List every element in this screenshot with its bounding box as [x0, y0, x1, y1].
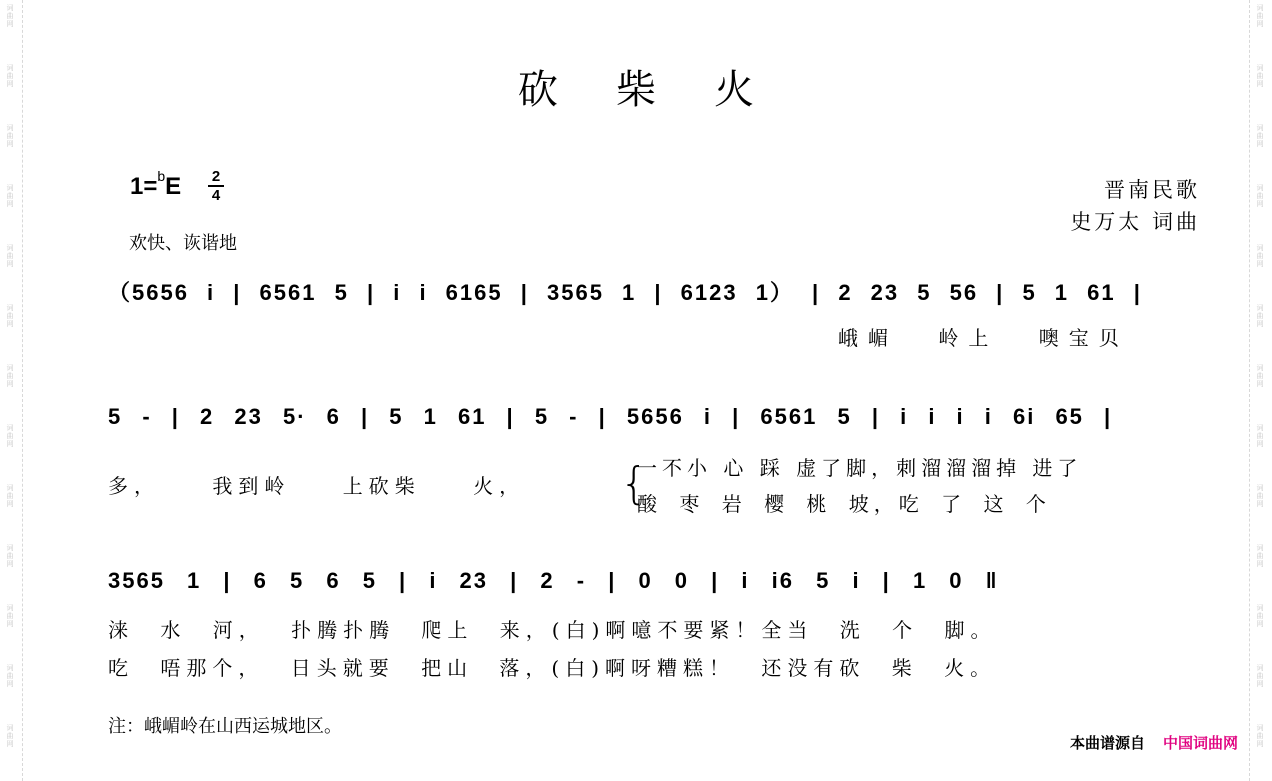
verse-brace: { — [620, 458, 648, 509]
watermark-mark: 词 曲 网 — [6, 364, 14, 388]
watermark-mark: 词 曲 网 — [6, 424, 14, 448]
site-name: 中国词曲网 — [1162, 734, 1238, 752]
watermark-mark: 词 曲 网 — [1256, 484, 1264, 508]
watermark-mark: 词 曲 网 — [1256, 64, 1264, 88]
flat-sign: b — [157, 168, 166, 184]
song-source — [1070, 174, 1200, 238]
watermark-mark: 词 曲 网 — [1256, 544, 1264, 568]
song-credit: 史万太 词曲 — [1070, 210, 1200, 234]
page-title: 砍柴火 — [518, 67, 812, 113]
lyrics-line-3-verse-1: 涞 水 河， 扑腾扑腾 爬上 来，(白)啊噫不要紧！全当 洗 个 脚。 — [108, 618, 997, 642]
tempo-marking: 欢快、诙谐地 — [129, 233, 237, 254]
watermark-mark: 词 曲 网 — [1256, 4, 1264, 28]
lyrics-line-2-verse-1a: 多， 我到岭 上砍柴 火， — [108, 474, 526, 498]
notes-line-3: 3565 1 | 6 5 6 5 | i 23 | 2 - | 0 0 | i i6 5 i | 1 0 ‖ — [108, 568, 999, 593]
notes-line-1: （5656 i | 6561 5 | i i 6165 | 3565 1 | 6123 1） | 2 23 5 56 | 5 1 61 | — [108, 280, 1142, 305]
time-signature: $\frac{2}{4}$ — [208, 168, 224, 204]
watermark-mark: 词 曲 网 — [6, 4, 14, 28]
source-credit — [1070, 732, 1238, 753]
watermark-mark: 词 曲 网 — [1256, 424, 1264, 448]
watermark-mark: 词 曲 网 — [1256, 664, 1264, 688]
watermark-mark: 词 曲 网 — [6, 244, 14, 268]
watermark-mark: 词 曲 网 — [1256, 604, 1264, 628]
credit-label: 本曲谱源自 — [1069, 734, 1145, 752]
watermark-mark: 词 曲 网 — [6, 604, 14, 628]
lyrics-line-2-verse-2: 酸 枣 岩 樱 桃 坡，吃 了 这 个 — [637, 492, 1051, 516]
lyrics-line-2-verse-1b: 一不小 心 踩 虚了脚，刺溜溜溜掉 进了 — [637, 456, 1083, 480]
notes-line-2: 5 - | 2 23 5· 6 | 5 1 61 | 5 - | 5656 i | 6561 5 | i i i i 6i 65 | — [108, 404, 1113, 429]
footnote: 注：峨嵋岭在山西运城地区。 — [108, 716, 342, 737]
watermark-mark: 词 曲 网 — [1256, 184, 1264, 208]
watermark-mark: 词 曲 网 — [1256, 304, 1264, 328]
lyrics-line-1: 峨嵋 岭上 噢宝贝 — [838, 326, 1129, 350]
lyrics-line-3-verse-2: 吃 唔那个， 日头就要 把山 落，(白)啊呀糟糕！ 还没有砍 柴 火。 — [108, 656, 997, 680]
watermark-mark: 词 曲 网 — [1256, 124, 1264, 148]
watermark-mark: 词 曲 网 — [1256, 724, 1264, 748]
watermark-mark: 词 曲 网 — [1256, 364, 1264, 388]
watermark-mark: 词 曲 网 — [6, 304, 14, 328]
watermark-mark: 词 曲 网 — [6, 64, 14, 88]
key-signature: 1=$^b$E — [130, 168, 182, 200]
watermark-mark: 词 曲 网 — [6, 544, 14, 568]
watermark-mark: 词 曲 网 — [6, 724, 14, 748]
song-origin: 晋南民歌 — [1104, 178, 1200, 202]
watermark-mark: 词 曲 网 — [6, 124, 14, 148]
watermark-mark: 词 曲 网 — [6, 184, 14, 208]
watermark-mark: 词 曲 网 — [1256, 244, 1264, 268]
watermark-mark: 词 曲 网 — [6, 484, 14, 508]
watermark-mark: 词 曲 网 — [6, 664, 14, 688]
